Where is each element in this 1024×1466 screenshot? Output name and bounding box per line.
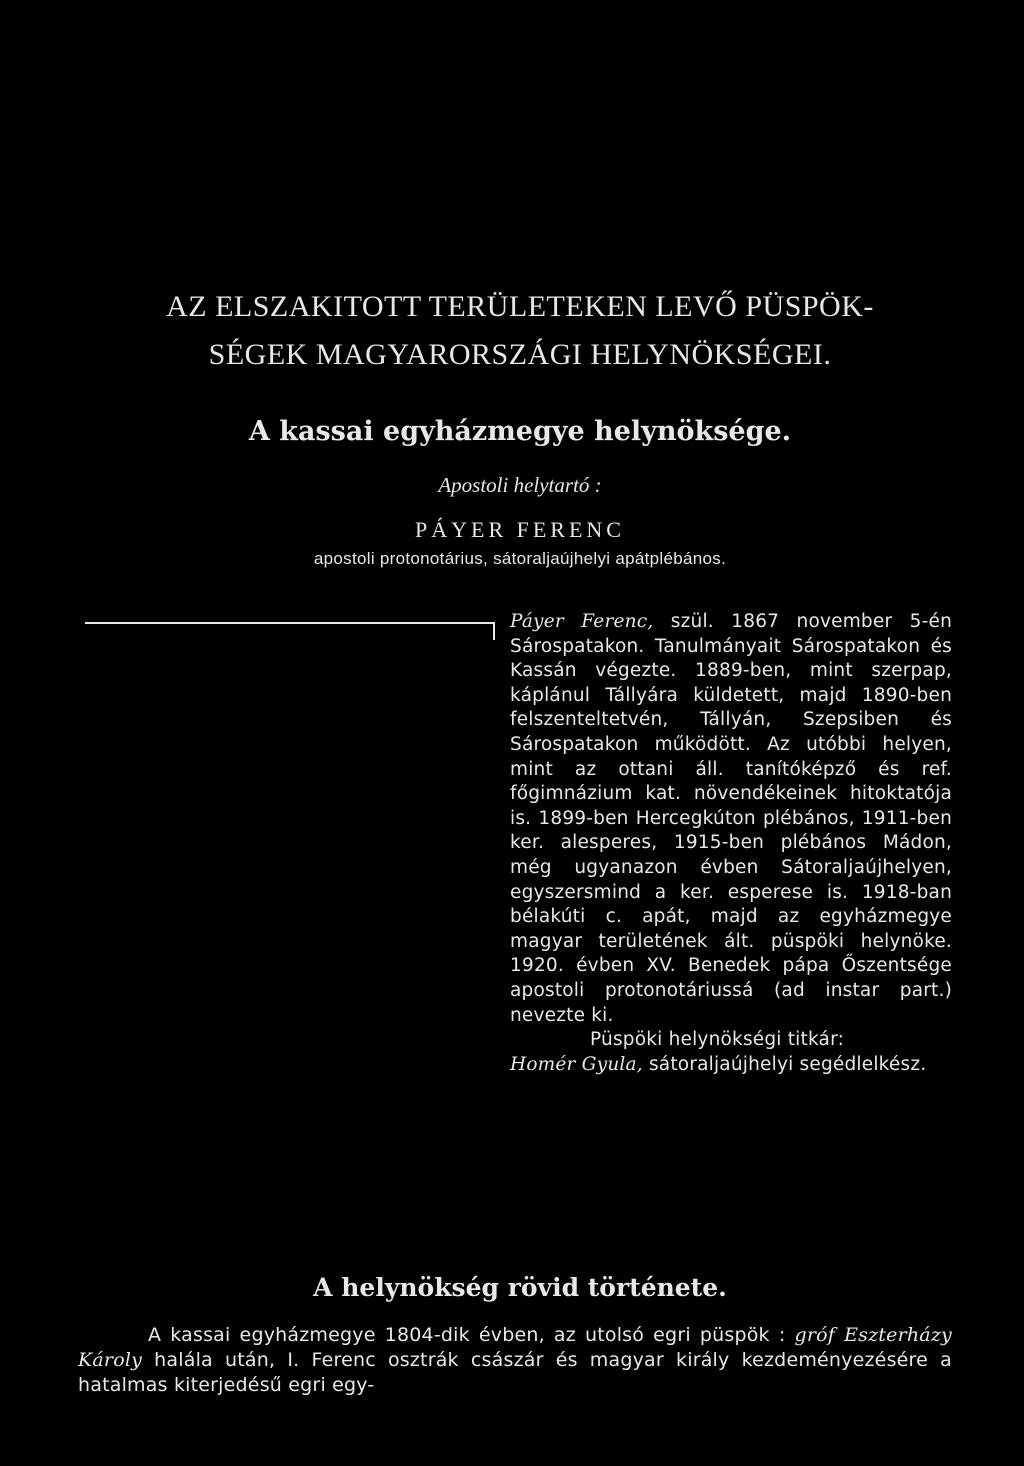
history-text: [78, 1323, 952, 1398]
main-title-line-2: SÉGEK MAGYARORSZÁGI HELYNÖKSÉGEI.: [208, 338, 832, 371]
biography-name: Páyer Ferenc,: [510, 611, 654, 632]
person-title: apostoli protonotárius, sátoraljaújhelyi apátplébános.: [313, 549, 727, 568]
history-heading: A helynökség rövid története.: [313, 1273, 727, 1302]
role-label: Apostoli helytartó :: [438, 473, 602, 497]
secretary-paragraph: [510, 1053, 952, 1078]
history-paragraph: [78, 1323, 952, 1398]
portrait-placeholder: [85, 622, 495, 1262]
main-title: [60, 283, 980, 379]
diocese-subtitle: A kassai egyházmegye helynöksége.: [248, 416, 792, 447]
secretary-label: Püspöki helynökségi titkár:: [590, 1029, 845, 1051]
biography: [510, 610, 952, 1077]
secretary-title: sátoraljaújhelyi segédlelkész.: [642, 1053, 927, 1075]
history-name: gróf Eszterházy Károly: [78, 1324, 952, 1371]
history-text-part-1: A kassai egyházmegye 1804-dik évben, az utolsó egri püspök :: [148, 1324, 795, 1346]
main-title-line-1: AZ ELSZAKITOTT TERÜLETEKEN LEVŐ PÜSPÖK-: [166, 290, 874, 323]
secretary-name: Homér Gyula,: [510, 1053, 643, 1075]
person-name: PÁYER FERENC: [415, 517, 625, 542]
history-text-part-2: halála után, I. Ferenc osztrák császár és magyar király kezdeményezésére a hatalmas kiterjedésű egri egy-: [78, 1349, 952, 1396]
biography-paragraph: [510, 610, 952, 1028]
portrait-top-rule: [85, 622, 495, 624]
biography-text: szül. 1867 november 5-én Sárospatakon. Tanulmányait Sárospatakon és Kassán végezte. 1889-ben, mint szerpap, káplánul Tállyára küldetett, majd 1890-ben felszenteltetvén, Tállyán, Szepsiben és Sárospatakon működött. Az utóbbi helyen, mint az ottani áll. tanítóképző és ref. főgimnázium kat. növendékeinek hitoktatója is. 1899-ben Hercegkúton plébános, 1911-ben ker. alesperes, 1915-ben plébános Mádon, még ugyanazon évben Sátoraljaújhelyen, egyszersmind a ker. esperese is. 1918-ban bélakúti c. apát, majd az egyházmegye magyar területének ált. püspöki helynöke. 1920. évben XV. Benedek pápa Őszentsége apostoli protonotáriussá (ad instar part.) nevezte ki.: [510, 611, 952, 1026]
portrait-corner-tick: [493, 622, 495, 640]
